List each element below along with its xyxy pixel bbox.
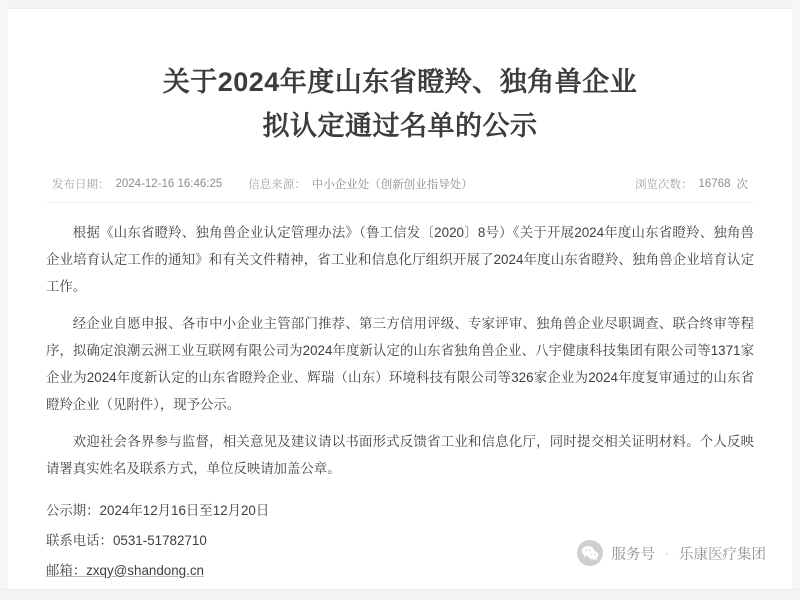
watermark-account-name: 乐康医疗集团 bbox=[679, 546, 766, 563]
footer-line-phone: 联系电话：0531-51782710 bbox=[46, 533, 207, 548]
meta-source bbox=[248, 176, 473, 192]
document-content bbox=[8, 8, 792, 590]
meta-source-value: 中小企业处（创新创业指导处） bbox=[311, 179, 473, 191]
page-right-edge bbox=[792, 0, 800, 600]
watermark bbox=[577, 540, 767, 566]
footer-line-publicity-period: 公示期：2024年12月16日至12月20日 bbox=[46, 503, 270, 518]
body-paragraph-1: 根据《山东省瞪羚、独角兽企业认定管理办法》（鲁工信发〔2020〕8号）《关于开展2024年度山东省瞪羚、独角兽企业培育认定工作的通知》和有关文件精神，省工业和信息化厅组织开展了2024年度山东省瞪羚、独角兽企业培育认定工作。 bbox=[46, 225, 754, 294]
meta-publish-date bbox=[52, 176, 222, 192]
document-meta bbox=[46, 176, 754, 203]
body-paragraph-3: 欢迎社会各界参与监督，相关意见及建议请以书面形式反馈省工业和信息化厅，同时提交相关证明材料。个人反映请署真实姓名及联系方式，单位反映请加盖公章。 bbox=[46, 434, 754, 476]
page-title bbox=[46, 8, 754, 148]
meta-views-value: 16768 bbox=[698, 178, 731, 190]
page-bottom-edge bbox=[0, 589, 800, 600]
watermark-service-label: 服务号 bbox=[611, 546, 655, 563]
meta-views bbox=[635, 176, 748, 192]
footer-email-text: 邮箱：zxqy@shandong.cn bbox=[46, 563, 204, 578]
page-title-line-1: 关于2024年度山东省瞪羚、独角兽企业 bbox=[162, 67, 638, 97]
page-title-line-2: 拟认定通过名单的公示 bbox=[262, 111, 538, 141]
meta-views-label: 浏览次数： bbox=[635, 179, 693, 191]
page-left-edge bbox=[0, 0, 8, 600]
wechat-icon bbox=[577, 540, 603, 566]
meta-source-label: 信息来源： bbox=[248, 179, 306, 191]
meta-publish-date-label: 发布日期： bbox=[52, 179, 110, 191]
watermark-separator: · bbox=[665, 546, 669, 560]
body-paragraph-2: 经企业自愿申报、各市中小企业主管部门推荐、第三方信用评级、专家评审、独角兽企业尽职调查、联合终审等程序，拟确定浪潮云洲工业互联网有限公司为2024年度新认定的山东省独角兽企业、八宇健康科技集团有限公司等1371家企业为2024年度新认定的山东省瞪羚企业、辉瑞（山东）环境科技有限公司等326家企业为2024年度复审通过的山东省瞪羚企业（见附件），现予公示。 bbox=[46, 316, 754, 412]
document-body bbox=[46, 219, 754, 586]
meta-views-unit: 次 bbox=[736, 179, 748, 191]
meta-publish-date-value: 2024-12-16 16:46:25 bbox=[115, 178, 223, 190]
